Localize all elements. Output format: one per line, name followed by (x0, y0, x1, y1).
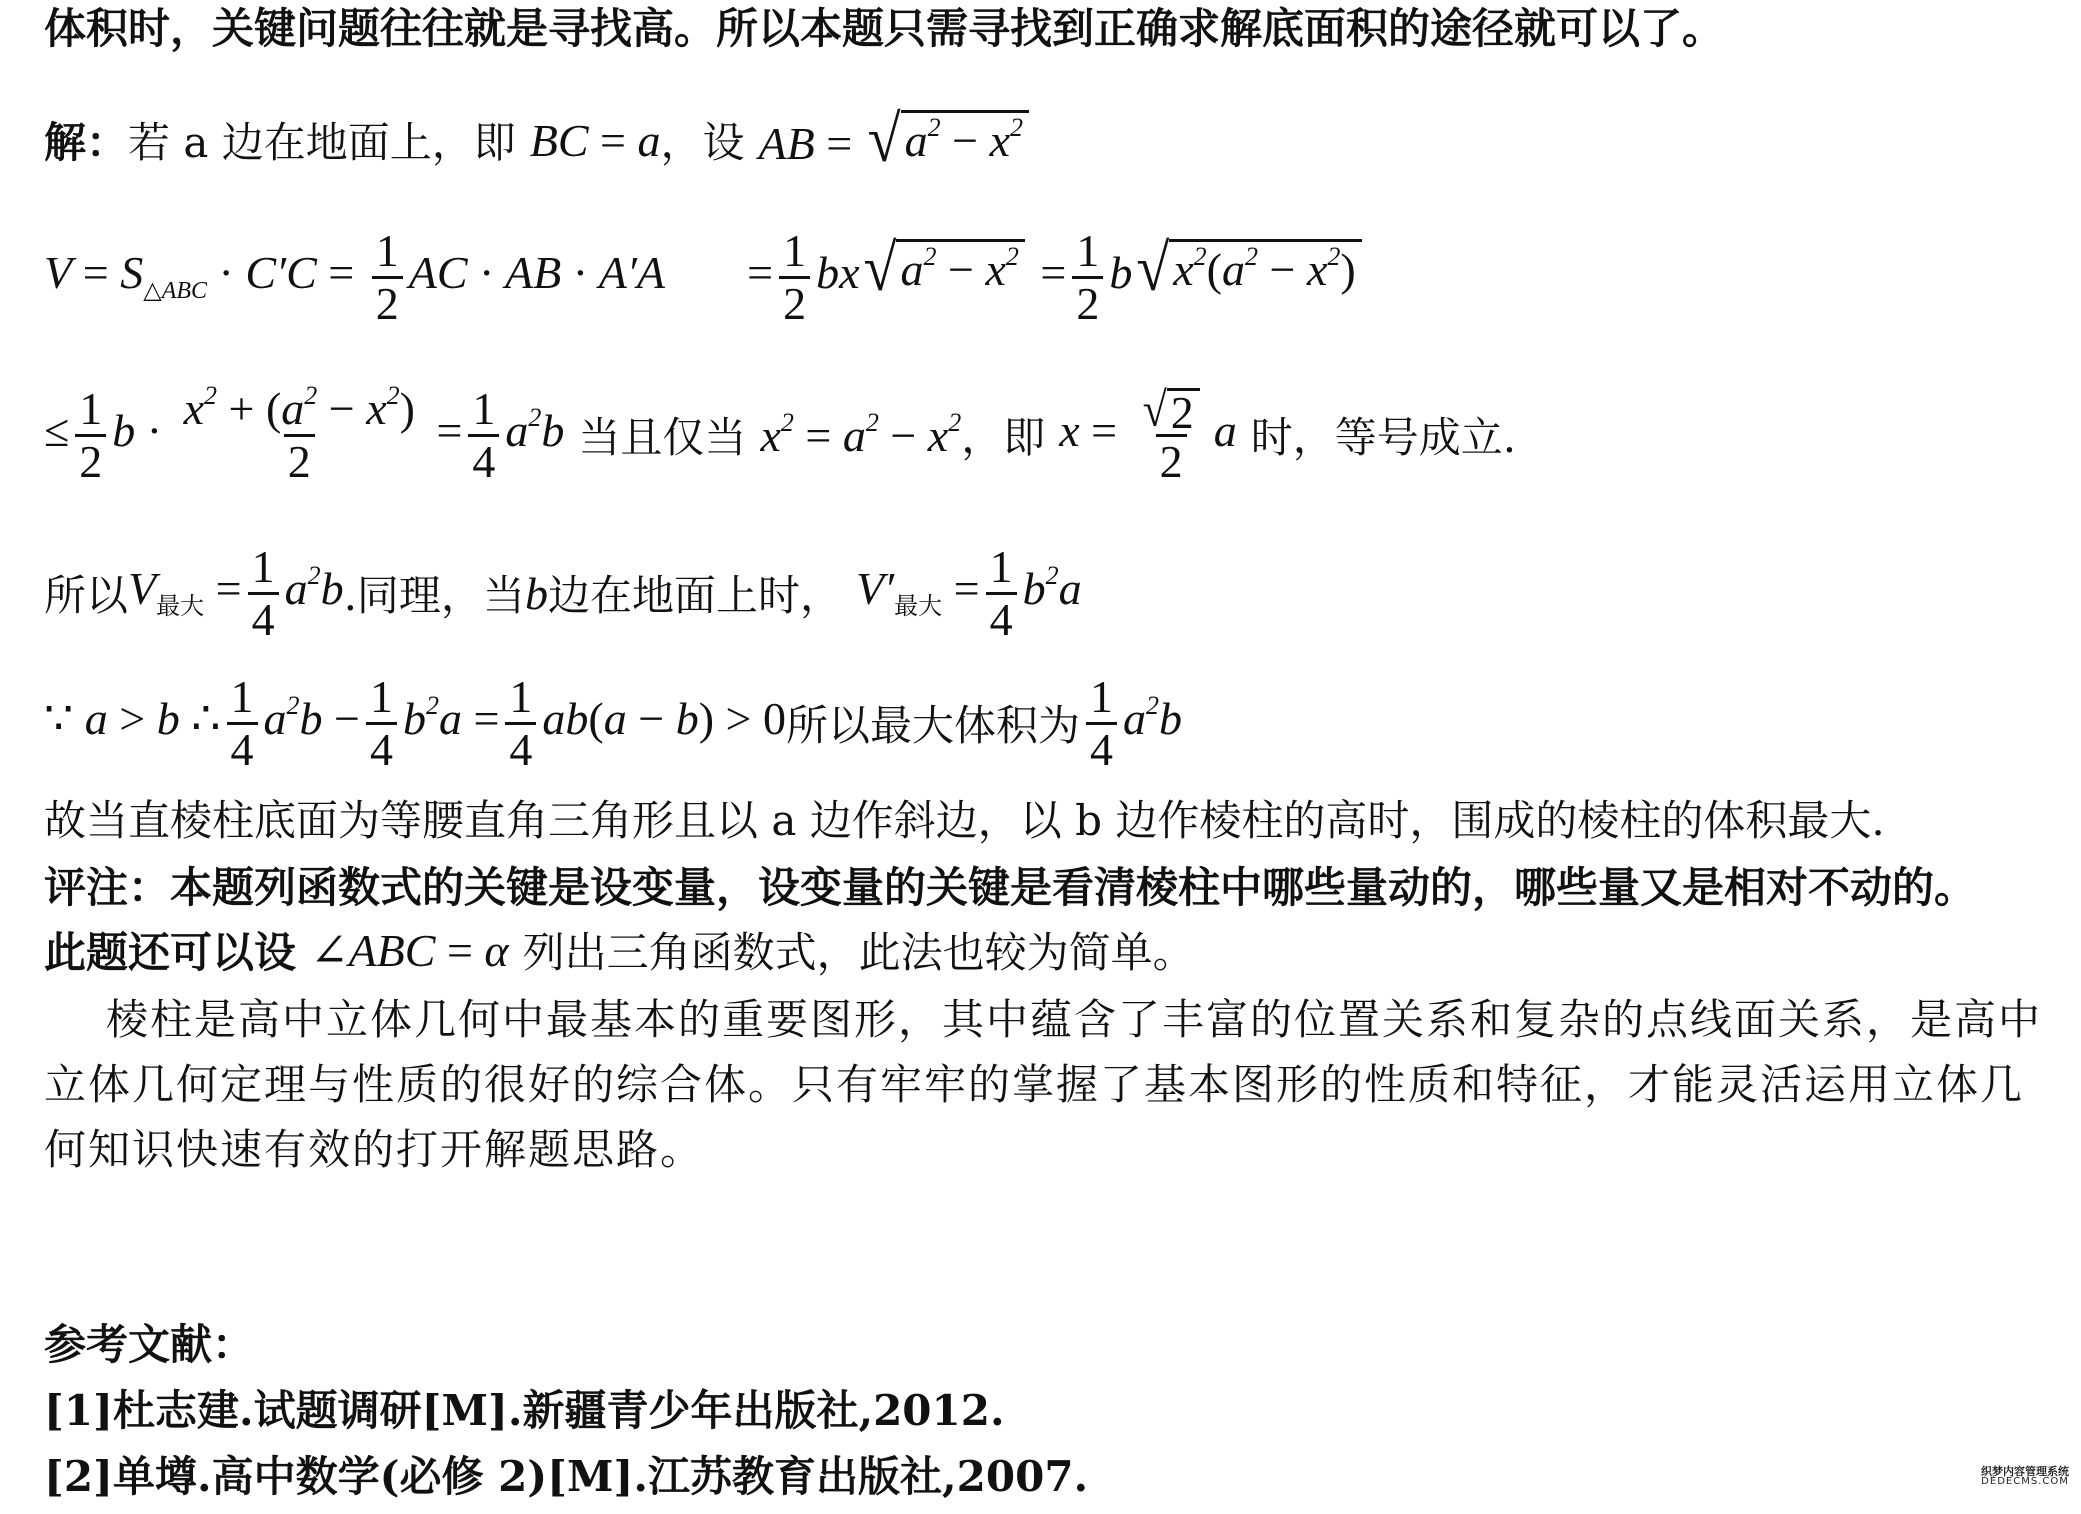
comment-line-2 (44, 910, 1195, 990)
subscript-max-1: 最大 (156, 593, 205, 620)
watermark-line-1: 织梦内容管理系统 (1981, 1465, 2069, 1478)
solution-text-2: ，设 (660, 118, 745, 167)
compare-line (44, 668, 1182, 778)
comment-text-2-bold: 此题还可以设 (44, 928, 297, 977)
reference-text-1: [1]杜志建.试题调研[M].新疆青少年出版社,2012. (44, 1386, 1005, 1435)
formula-inequality: ≤ $\frac{1}{2}$ b · $\frac{x^2 + (a^2 - x^2)}{2}$ = $\frac{1}{4}$ $a^2b$ (44, 380, 565, 487)
compare-text: 所以最大体积为 (785, 701, 1080, 750)
formula-compare: ∵ a > b ∴ $\frac{1}{4}$ $a^2b$ − $\frac{1}{4}$ $b^2a$ = $\frac{1}{4}$ ab(a − b) > 0 (44, 670, 786, 775)
vmax-line (44, 538, 1082, 648)
formula-b: b (524, 567, 548, 619)
solution-line (44, 100, 1033, 180)
maxline-text-1: 所以 (44, 571, 129, 620)
inequality-line (44, 380, 1516, 490)
intro-line (44, 0, 1724, 66)
formula-vmax: $V_{最大}$ = $\frac{1}{4}$ $a^2b$ (128, 540, 344, 645)
summary-paragraph (44, 987, 2054, 1182)
comment-text-2-rest: 列出三角函数式，此法也较为简单。 (522, 928, 1195, 977)
solution-text-1: 若 a 边在地面上，即 (128, 118, 516, 167)
references-heading: 参考文献： (44, 1320, 255, 1369)
comment-text-1: 评注：本题列函数式的关键是设变量，设变量的关键是看清棱柱中哪些量动的，哪些量又是相对不动的。 (44, 863, 1977, 912)
ineq-text-2: ，即 (961, 413, 1046, 462)
reference-item-2 (44, 1434, 1088, 1514)
watermark-line-2: DEDECMS.COM (1981, 1476, 2069, 1487)
solution-label: 解： (44, 118, 129, 167)
formula-angle: ∠ABC = α (310, 925, 509, 976)
intro-text: 体积时，关键问题往往就是寻找高。所以本题只需寻找到正确求解底面积的途径就可以了。 (44, 4, 1725, 53)
watermark-logo (1975, 1466, 2075, 1496)
formula-ab-def: AB = √ $a^2 - x^2$ (759, 110, 1033, 170)
formula-max-volume: $\frac{1}{4}$ $a^2b$ (1080, 672, 1182, 775)
summary-text: 棱柱是高中立体几何中最基本的重要图形，其中蕴含了丰富的位置关系和复杂的点线面关系，是高中立体几何定理与性质的很好的综合体。只有牢牢的掌握了基本图形的性质和特征，才能灵活运用立体几何知识快速有效的打开解题思路。 (44, 995, 2043, 1174)
subscript-max-2: 最大 (894, 593, 943, 620)
maxline-text-3: 边在地面上时， (547, 571, 842, 620)
formula-x-value: x = √ 2 2 a (1059, 381, 1237, 487)
maxline-text-2: .同理，当 (343, 571, 525, 620)
ineq-text-3: 时，等号成立. (1250, 413, 1517, 462)
reference-text-2: [2]单墫.高中数学(必修 2)[M].江苏教育出版社,2007. (44, 1452, 1089, 1501)
volume-formula-line (44, 222, 1366, 332)
formula-equality-condition: $x^2 = a^2 - x^2$ (760, 407, 962, 461)
formula-bc-eq-a: BC = a (529, 114, 661, 166)
formula-vprime-max: $V'_{最大}$ = $\frac{1}{4}$ $b^2a$ (855, 540, 1082, 645)
formula-volume: $V = S_{\triangle ABC} \cdot C'C$ = $\frac{1}{2}$ AC · AB · A′A = $\frac{1}{2}$ bx √ $a^2 - x^2$ = $\frac{1}{2}$ b √ $x^2(a^2 - x^2)$ (44, 226, 1366, 329)
ineq-text-1: 当且仅当 (578, 413, 747, 462)
conclusion-text: 故当直棱柱底面为等腰直角三角形且以 a 边作斜边，以 b 边作棱柱的高时，围成的棱柱的体积最大. (44, 796, 1885, 845)
